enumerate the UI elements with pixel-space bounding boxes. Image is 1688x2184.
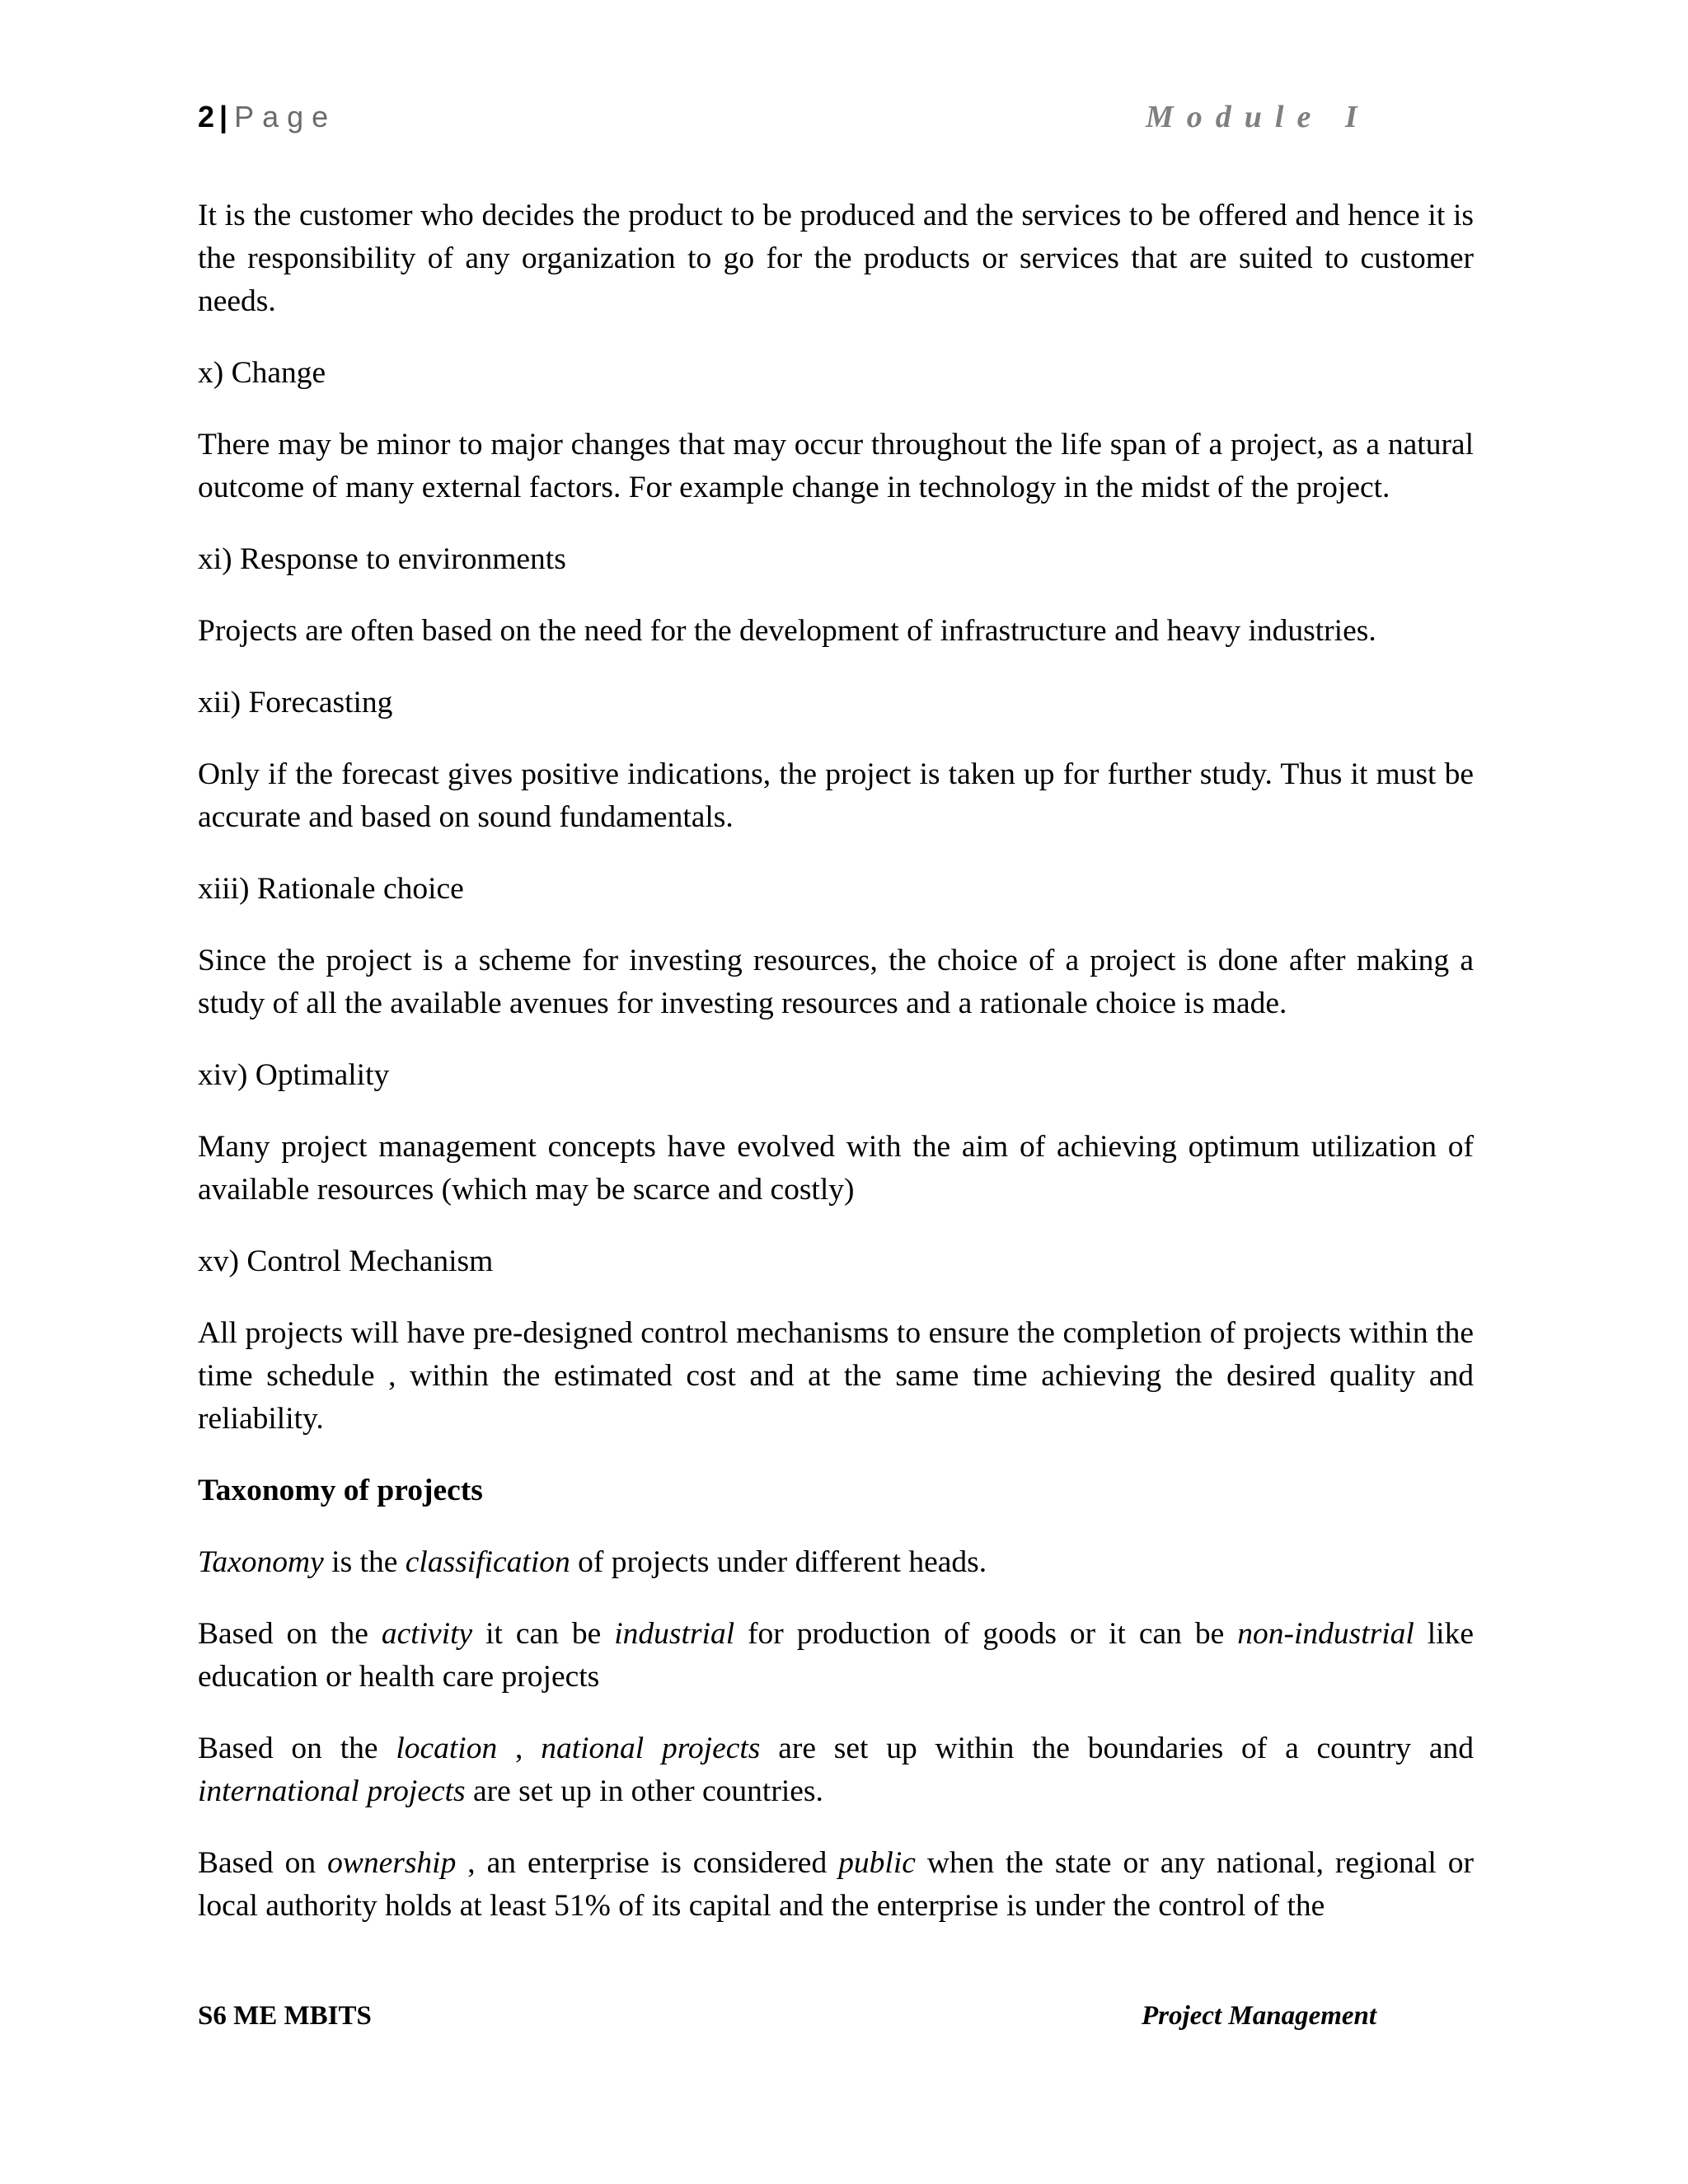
term-ownership: ownership	[327, 1846, 457, 1880]
heading-rationale-choice: xiii) Rationale choice	[198, 872, 464, 906]
term-public: public	[838, 1846, 916, 1880]
document-body	[198, 194, 1474, 1957]
heading-forecasting: xii) Forecasting	[198, 686, 393, 719]
paragraph-optimality: Many project management concepts have evolved with the aim of achieving optimum utilization of available resources (which may be scarce and costly)	[198, 1130, 1474, 1207]
term-classification: classification	[405, 1545, 570, 1579]
paragraph-rationale: Since the project is a scheme for investing resources, the choice of a project is done after making a study of all the available avenues for investing resources and a rationale choice is made.	[198, 944, 1474, 1020]
heading-control-mechanism: xv) Control Mechanism	[198, 1244, 494, 1278]
term-activity: activity	[381, 1617, 473, 1651]
page-header-number	[198, 99, 336, 135]
footer-course: S6 ME MBITS	[198, 2001, 372, 2031]
term-taxonomy: Taxonomy	[198, 1545, 324, 1579]
paragraph-response: Projects are often based on the need for the development of infrastructure and heavy industries.	[198, 614, 1376, 648]
module-title: Module I	[1146, 100, 1371, 134]
paragraph-ownership: Based on ownership , an enterprise is considered public when the state or any national, regional or local authority holds at least 51% of its capital and the enterprise is under the control of the	[198, 1846, 1474, 1923]
header-separator: |	[219, 100, 228, 134]
paragraph-customer: It is the customer who decides the product to be produced and the services to be offered and hence it is the responsibility of any organization to go for the products or services that are suited to customer needs.	[198, 199, 1474, 318]
footer-subject: Project Management	[1142, 2001, 1377, 2031]
page-label: Page	[234, 100, 337, 134]
heading-response-to-environments: xi) Response to environments	[198, 542, 566, 576]
paragraph-location: Based on the location , national projects are set up within the boundaries of a country and international projects are set up in other countries.	[198, 1732, 1474, 1808]
heading-change: x) Change	[198, 356, 326, 390]
paragraph-control: All projects will have pre-designed control mechanisms to ensure the completion of projects within the time schedule , within the estimated cost and at the same time achieving the desired quality and reliability.	[198, 1316, 1474, 1436]
section-heading-taxonomy: Taxonomy of projects	[198, 1474, 483, 1507]
paragraph-taxonomy-definition: Taxonomy is the classification of projects under different heads.	[198, 1545, 987, 1579]
term-non-industrial: non-industrial	[1237, 1617, 1414, 1651]
term-industrial: industrial	[614, 1617, 735, 1651]
term-international-projects: international projects	[198, 1774, 466, 1808]
paragraph-activity: Based on the activity it can be industrial for production of goods or it can be non-industrial like education or health care projects	[198, 1617, 1474, 1694]
term-location: location	[396, 1732, 498, 1765]
paragraph-forecasting: Only if the forecast gives positive indications, the project is taken up for further study. Thus it must be accurate and based on sound fundamentals.	[198, 757, 1474, 834]
term-national-projects: national projects	[541, 1732, 761, 1765]
heading-optimality: xiv) Optimality	[198, 1058, 390, 1092]
page-number: 2	[198, 100, 215, 134]
paragraph-change: There may be minor to major changes that may occur throughout the life span of a project, as a natural outcome of many external factors. For example change in technology in the midst of the project.	[198, 428, 1474, 504]
